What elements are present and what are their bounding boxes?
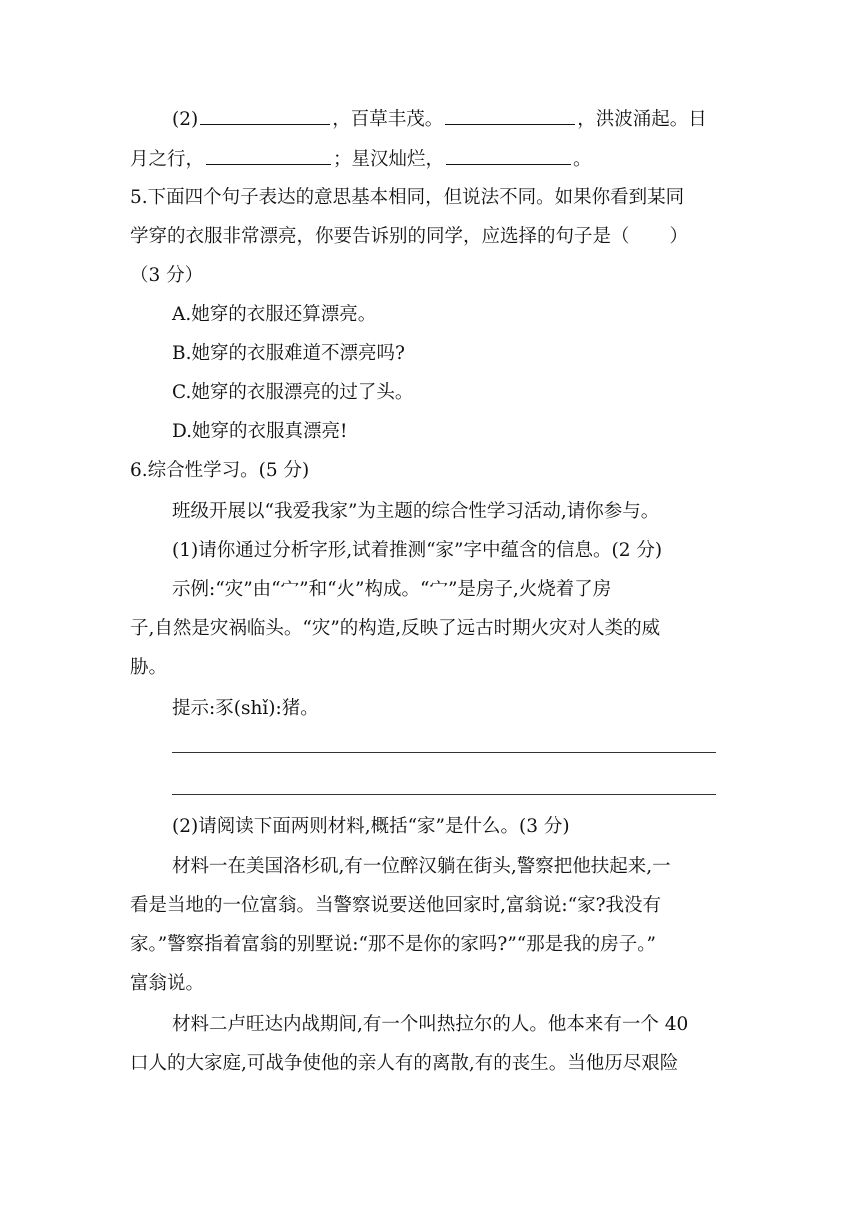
answer-blank-2[interactable]	[445, 106, 575, 125]
q4-text-3: 月之行，	[130, 149, 205, 170]
q4-part2-line1	[172, 106, 707, 132]
q5-option-b: B.她穿的衣服难道不漂亮吗?	[172, 343, 405, 364]
q5-stem-line2	[130, 225, 688, 249]
q5-option-d: D.她穿的衣服真漂亮!	[172, 421, 348, 442]
q5-stem-line1: 5.下面四个句子表达的意思基本相同，但说法不同。如果你看到某同	[130, 187, 685, 208]
answer-blank-4[interactable]	[446, 146, 571, 165]
q6-example-line1: 示例:“灾”由“宀”和“火”构成。“宀”是房子,火烧着了房	[172, 579, 612, 600]
material1-line2: 看是当地的一位富翁。当警察说要送他回家时,富翁说:“家?我没有	[130, 895, 661, 916]
q5-stem-close: ）	[669, 226, 689, 247]
q4-text-2: ，洪波涌起。日	[577, 109, 707, 130]
q6-intro: 班级开展以“我爱我家”为主题的综合性学习活动,请你参与。	[172, 501, 660, 522]
q6-part1-prompt: (1)请你通过分析字形,试着推测“家”字中蕴含的信息。(2 分)	[172, 540, 663, 561]
q5-option-c: C.她穿的衣服漂亮的过了头。	[172, 382, 414, 403]
material1-line1: 材料一在美国洛杉矶,有一位醉汉躺在街头,警察把他扶起来,一	[172, 856, 671, 877]
q4-text-5: 。	[573, 149, 592, 170]
q5-option-a: A.她穿的衣服还算漂亮。	[172, 304, 377, 325]
q6-example-line2: 子,自然是灾祸临头。“灾”的构造,反映了远古时期火灾对人类的威	[130, 618, 661, 639]
answer-line-1[interactable]	[172, 752, 716, 753]
answer-line-2[interactable]	[172, 794, 716, 795]
q4-part2-number: (2)	[172, 109, 199, 130]
material1-line3: 家。”警察指着富翁的别墅说:“那不是你的家吗?”“那是我的房子。”	[130, 934, 656, 955]
q6-stem: 6.综合性学习。(5 分)	[130, 460, 310, 481]
q4-part2-line2	[130, 146, 592, 172]
answer-blank-1[interactable]	[200, 106, 330, 125]
q6-example-line3: 胁。	[130, 657, 168, 678]
material2-line2: 口人的大家庭,可战争使他的亲人有的离散,有的丧生。当他历尽艰险	[130, 1053, 679, 1074]
q6-hint: 提示:豕(shǐ):猪。	[172, 698, 319, 719]
q6-part2-prompt: (2)请阅读下面两则材料,概括“家”是什么。(3 分)	[172, 816, 570, 837]
q5-stem-text: 学穿的衣服非常漂亮，你要告诉别的同学，应选择的句子是（	[130, 226, 630, 247]
q5-score: （3 分）	[130, 265, 204, 286]
material1-line4: 富翁说。	[130, 973, 205, 994]
answer-blank-3[interactable]	[206, 146, 331, 165]
material2-line1: 材料二卢旺达内战期间,有一个叫热拉尔的人。他本来有一个 40	[172, 1014, 689, 1035]
q4-text-4: ；星汉灿烂，	[333, 149, 445, 170]
q4-text-1: ，百草丰茂。	[332, 109, 444, 130]
